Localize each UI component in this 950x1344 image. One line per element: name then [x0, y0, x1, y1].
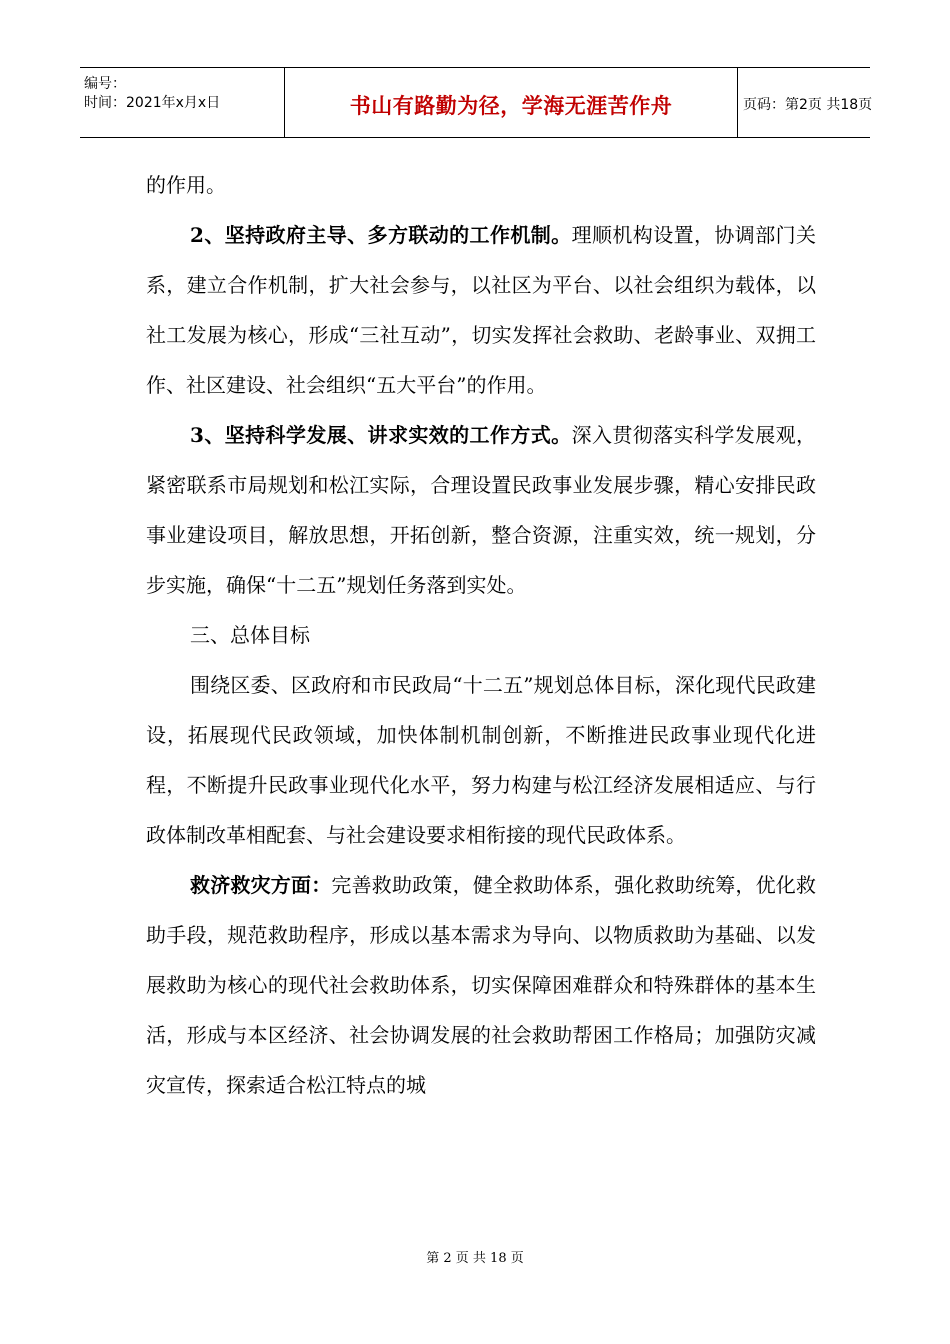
- paragraph-bold-lead: 2、坚持政府主导、多方联动的工作机制。: [190, 223, 572, 247]
- header-motto: 书山有路勤为径，学海无涯苦作舟: [349, 94, 673, 118]
- page-header: [80, 67, 873, 138]
- header-page-info: 页码：第2页 共18页: [743, 97, 873, 113]
- paragraph-text: 的作用。: [146, 173, 226, 197]
- document-time-label: 时间：2021年x月x日: [84, 95, 221, 111]
- paragraph-bold-lead: 救济救灾方面：: [190, 873, 332, 897]
- header-motto-cell: [284, 68, 738, 137]
- paragraph-bold-lead: 3、坚持科学发展、讲求实效的工作方式。: [190, 423, 572, 447]
- document-body: [146, 160, 816, 1110]
- section-heading-text: 三、总体目标: [190, 623, 310, 647]
- paragraph-overall-goal: [146, 660, 816, 860]
- paragraph-work-mechanism: [146, 210, 816, 410]
- paragraph-relief: [146, 860, 816, 1110]
- paragraph-text: 围绕区委、区政府和市民政局“十二五”规划总体目标，深化现代民政建设，拓展现代民政领域，加快体制机制创新，不断推进民政事业现代化进程，不断提升民政事业现代化水平，努力构建与松江经济发展相适应、与行政体制改革相配套、与社会建设要求相衔接的现代民政体系。: [146, 673, 816, 847]
- paragraph-continuation: [146, 160, 816, 210]
- page-footer: 第 2 页 共 18 页: [426, 1251, 524, 1266]
- paragraph-text: 完善救助政策，健全救助体系，强化救助统筹，优化救助手段，规范救助程序，形成以基本需求为导向、以物质救助为基础、以发展救助为核心的现代社会救助体系，切实保障困难群众和特殊群体的基本生活，形成与本区经济、社会协调发展的社会救助帮困工作格局；加强防灾减灾宣传，探索适合松江特点的城: [146, 873, 817, 1097]
- paragraph-text: 理顺机构设置，协调部门关系，建立合作机制，扩大社会参与，以社区为平台、以社会组织为载体，以社工发展为核心，形成“三社互动”，切实发挥社会救助、老龄事业、双拥工作、社区建设、社会组织“五大平台”的作用。: [146, 223, 817, 397]
- paragraph-text: 深入贯彻落实科学发展观，紧密联系市局规划和松江实际，合理设置民政事业发展步骤，精心安排民政事业建设项目，解放思想，开拓创新，整合资源，注重实效，统一规划，分步实施，确保“十二五”规划任务落到实处。: [146, 423, 817, 597]
- header-left-cell: [80, 68, 284, 137]
- document-number-label: 编号：: [84, 76, 126, 92]
- paragraph-work-method: [146, 410, 816, 610]
- section-heading: [146, 610, 816, 660]
- header-page-cell: [737, 68, 873, 137]
